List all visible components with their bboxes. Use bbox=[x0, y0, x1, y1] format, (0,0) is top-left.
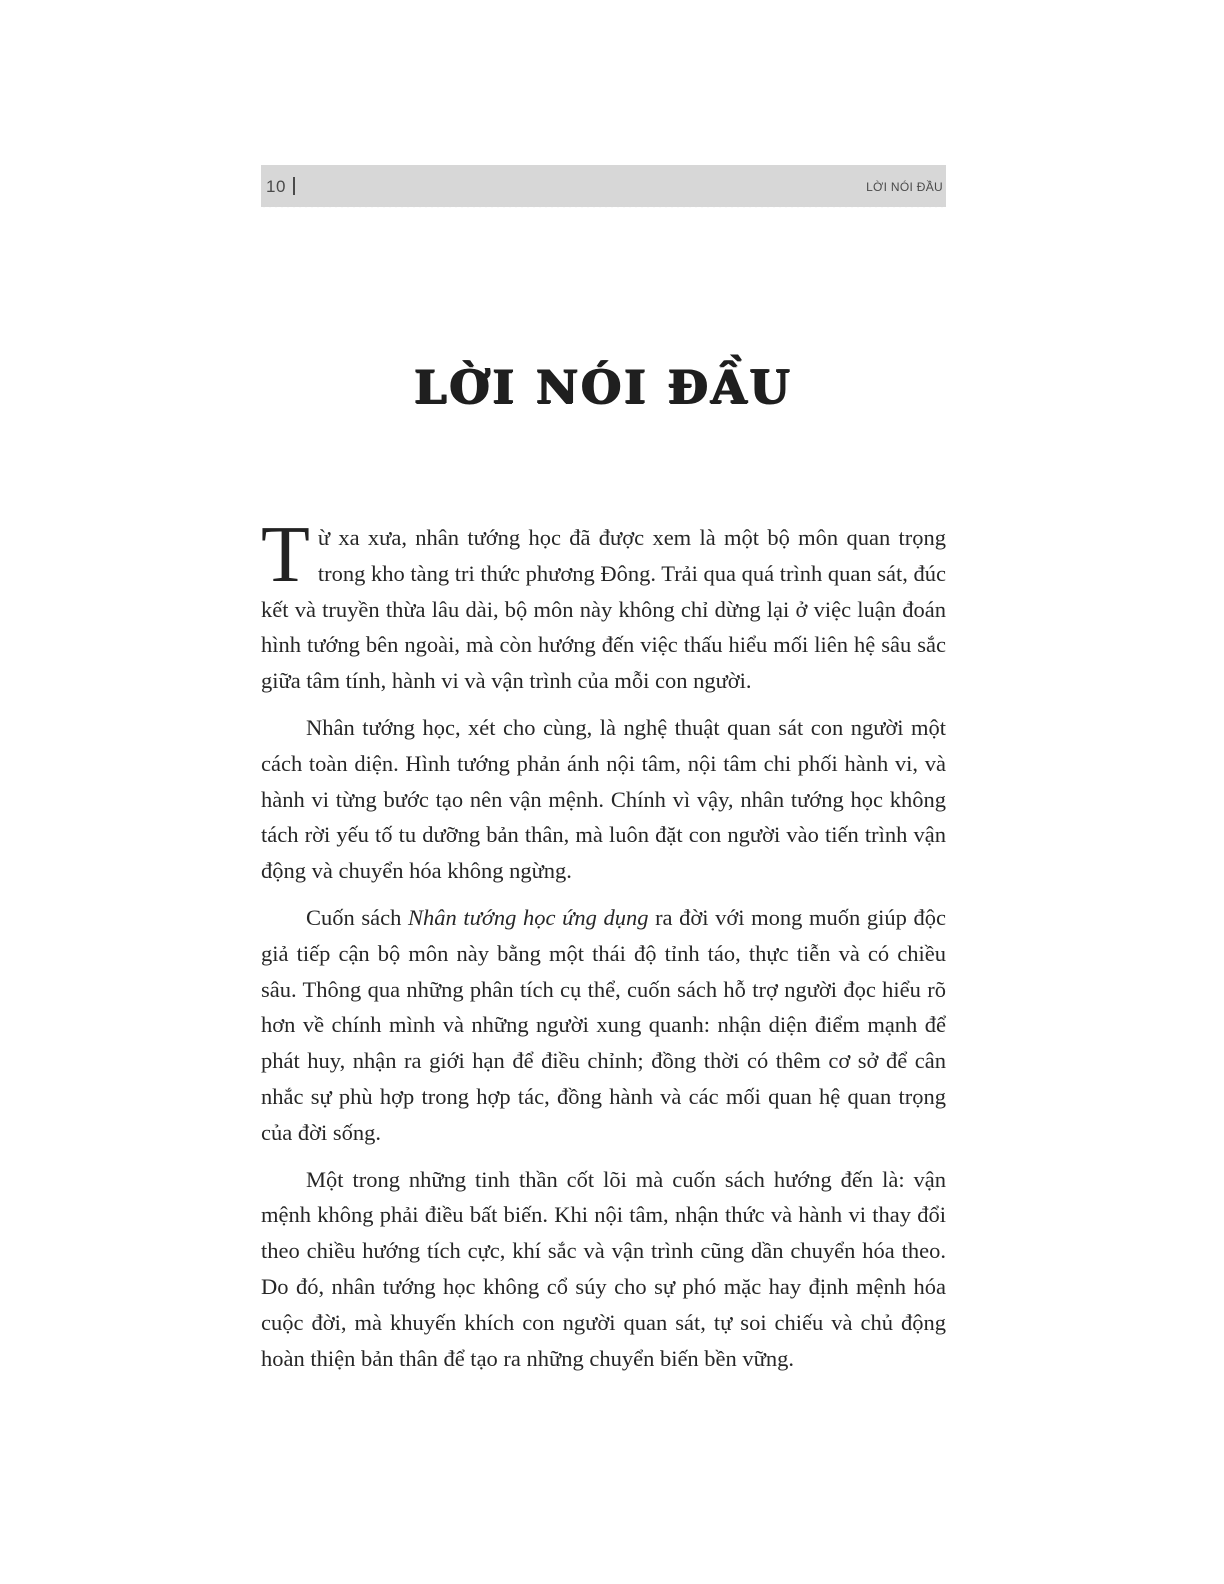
body-text bbox=[261, 511, 946, 1387]
paragraph-1 bbox=[261, 511, 946, 699]
drop-cap: T bbox=[261, 511, 310, 599]
paragraph-1-text: ừ xa xưa, nhân tướng học đã được xem là một bộ môn quan trọng trong kho tàng tri thức phương Đông. Trải qua quá trình quan sát, đúc kết và truyền thừa lâu dài, bộ môn này không chỉ dừng lại ở việc luận đoán hình tướng bên ngoài, mà còn hướng đến việc thấu hiểu mối liên hệ sâu sắc giữa tâm tính, hành vi và vận trình của mỗi con người. bbox=[261, 525, 946, 694]
chapter-title: LỜI NÓI ĐẦU bbox=[414, 360, 793, 414]
paragraph-3 bbox=[261, 900, 946, 1151]
running-title: LỜI NÓI ĐẦU bbox=[866, 180, 943, 194]
header-separator bbox=[293, 177, 295, 195]
running-header bbox=[261, 165, 946, 207]
paragraph-3-text-before: Cuốn sách bbox=[306, 904, 408, 930]
book-title: Nhân tướng học ứng dụng bbox=[407, 904, 649, 930]
paragraph-2: Nhân tướng học, xét cho cùng, là nghệ thuật quan sát con người một cách toàn diện. Hình tướng phản ánh nội tâm, nội tâm chi phối hành vi, và hành vi từng bước tạo nên vận mệnh. Chính vì vậy, nhân tướng học không tách rời yếu tố tu dưỡng bản thân, mà luôn đặt con người vào tiến trình vận động và chuyển hóa không ngừng. bbox=[261, 714, 946, 884]
paragraph-4: Một trong những tinh thần cốt lõi mà cuốn sách hướng đến là: vận mệnh không phải điều bất biến. Khi nội tâm, nhận thức và hành vi thay đổi theo chiều hướng tích cực, khí sắc và vận trình cũng dần chuyển hóa theo. Do đó, nhân tướng học không cổ súy cho sự phó mặc hay định mệnh hóa cuộc đời, mà khuyến khích con người quan sát, tự soi chiếu và chủ động hoàn thiện bản thân để tạo ra những chuyển biến bền vững. bbox=[261, 1166, 946, 1371]
paragraph-3-text-after: ra đời với mong muốn giúp độc giả tiếp cận bộ môn này bằng một thái độ tỉnh táo, thực tiễn và có chiều sâu. Thông qua những phân tích cụ thể, cuốn sách hỗ trợ người đọc hiểu rõ hơn về chính mình và những người xung quanh: nhận diện điểm mạnh để phát huy, nhận ra giới hạn để điều chỉnh; đồng thời có thêm cơ sở để cân nhắc sự phù hợp trong hợp tác, đồng hành và các mối quan hệ quan trọng của đời sống. bbox=[261, 904, 946, 1145]
page-number: 10 bbox=[266, 177, 286, 196]
